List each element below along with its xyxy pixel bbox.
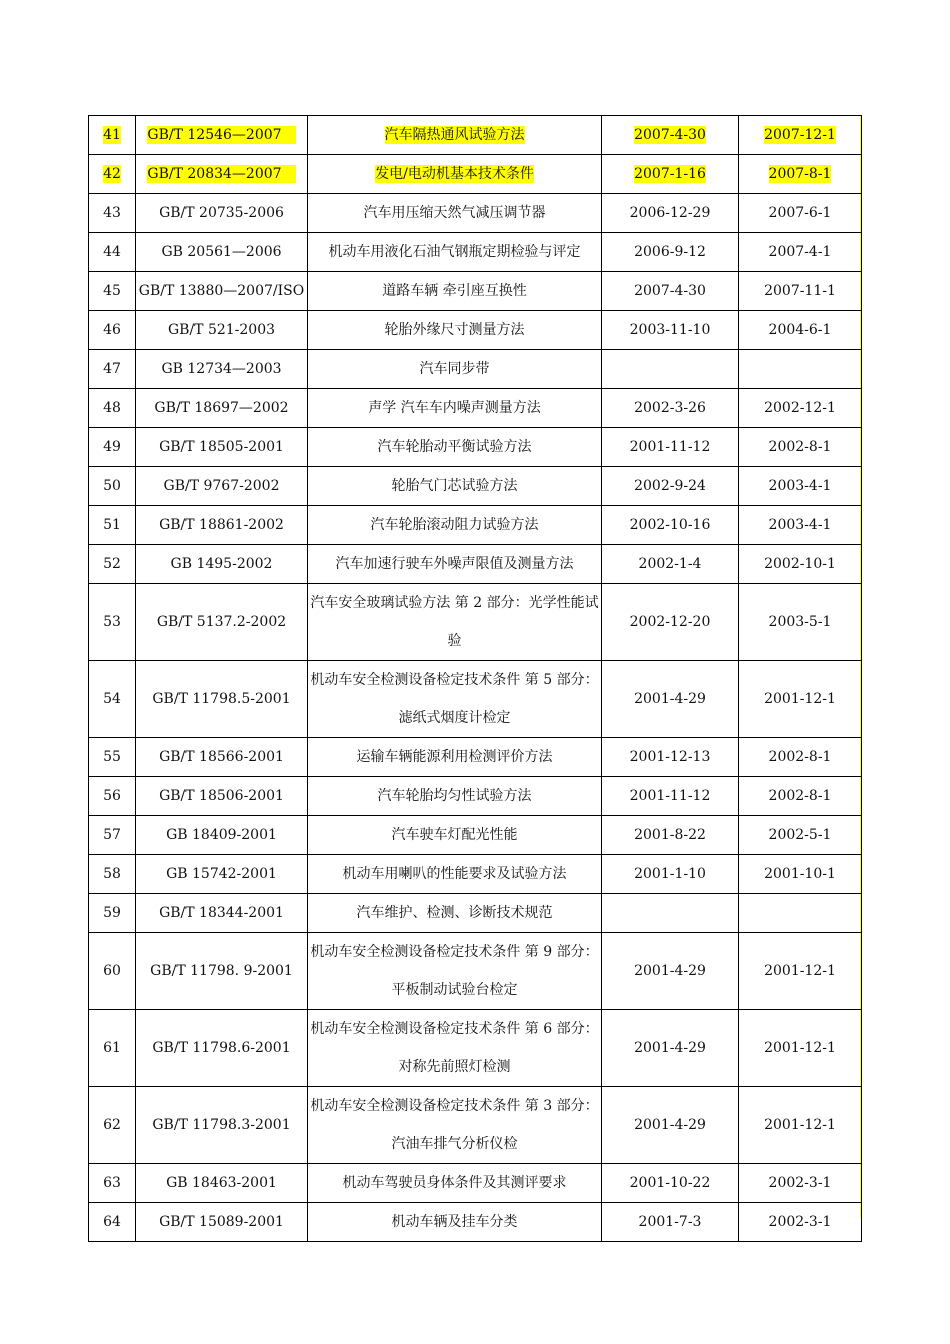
standard-name-cell [308, 584, 602, 661]
row-number-text: 50 [103, 478, 121, 494]
issue-date-text: 2001-8-22 [634, 827, 706, 843]
row-number-cell [89, 155, 136, 194]
row-number-text: 52 [103, 556, 121, 572]
standard-code-cell [136, 777, 308, 816]
table-row [89, 1203, 862, 1242]
standard-name-cell [308, 272, 602, 311]
standard-name-cell [308, 350, 602, 389]
standard-name-cell [308, 116, 602, 155]
effective-date-cell [739, 1087, 862, 1164]
issue-date-text: 2001-11-12 [629, 788, 711, 804]
row-number-cell [89, 350, 136, 389]
issue-date-text: 2007-4-30 [634, 283, 706, 299]
issue-date-text: 2006-9-12 [634, 244, 706, 260]
standard-code-cell [136, 272, 308, 311]
row-number-cell [89, 506, 136, 545]
standard-name-cell [308, 1010, 602, 1087]
standard-name-cell [308, 777, 602, 816]
row-number-text: 63 [103, 1175, 121, 1191]
issue-date-text: 2001-11-12 [629, 439, 711, 455]
issue-date-cell [602, 467, 739, 506]
row-number-cell [89, 1010, 136, 1087]
standard-name-text: 机动车用喇叭的性能要求及试验方法 [342, 866, 567, 882]
effective-date-text: 2007-8-1 [768, 166, 832, 182]
row-number-text: 62 [103, 1117, 121, 1133]
standard-name-text: 汽车用压缩天然气减压调节器 [363, 205, 546, 221]
table-row [89, 777, 862, 816]
standard-code-cell [136, 194, 308, 233]
row-number-text: 48 [103, 400, 121, 416]
effective-date-cell [739, 389, 862, 428]
standard-code-cell [136, 389, 308, 428]
issue-date-cell [602, 233, 739, 272]
row-number-cell [89, 738, 136, 777]
effective-date-cell [739, 428, 862, 467]
effective-date-text: 2007-6-1 [768, 205, 832, 221]
row-number-text: 49 [103, 439, 121, 455]
standard-name-cell [308, 233, 602, 272]
issue-date-text: 2002-3-26 [634, 400, 706, 416]
standard-name-text: 汽车安全玻璃试验方法 第 2 部分：光学性能试验 [310, 595, 599, 649]
standard-code-text: GB 18409-2001 [166, 827, 277, 843]
issue-date-cell [602, 389, 739, 428]
standard-name-text: 发电/电动机基本技术条件 [375, 166, 534, 182]
issue-date-cell [602, 777, 739, 816]
effective-date-cell [739, 894, 862, 933]
standard-name-cell [308, 194, 602, 233]
issue-date-cell [602, 1010, 739, 1087]
row-number-cell [89, 816, 136, 855]
table-row [89, 816, 862, 855]
row-number-text: 59 [103, 905, 121, 921]
standard-code-text: GB/T 18344-2001 [159, 905, 284, 921]
standard-code-text: GB/T 11798.3-2001 [152, 1117, 291, 1133]
table-row [89, 661, 862, 738]
issue-date-cell [602, 506, 739, 545]
row-number-cell [89, 389, 136, 428]
table-row [89, 389, 862, 428]
row-number-text: 47 [103, 361, 121, 377]
table-row [89, 894, 862, 933]
row-number-cell [89, 777, 136, 816]
row-number-cell [89, 855, 136, 894]
standard-code-cell [136, 816, 308, 855]
issue-date-cell [602, 933, 739, 1010]
issue-date-cell [602, 816, 739, 855]
standard-name-cell [308, 1164, 602, 1203]
row-number-cell [89, 1203, 136, 1242]
issue-date-cell [602, 584, 739, 661]
table-row [89, 467, 862, 506]
issue-date-text: 2006-12-29 [629, 205, 711, 221]
issue-date-text: 2001-7-3 [638, 1214, 702, 1230]
issue-date-cell [602, 894, 739, 933]
effective-date-text: 2007-4-1 [768, 244, 832, 260]
standard-code-text: GB/T 18697—2002 [154, 400, 289, 416]
issue-date-text: 2001-4-29 [634, 1117, 706, 1133]
row-number-cell [89, 311, 136, 350]
standard-code-text: GB 15742-2001 [166, 866, 277, 882]
standard-code-text: GB/T 20735-2006 [159, 205, 284, 221]
standard-code-text: GB/T 18506-2001 [159, 788, 284, 804]
standard-name-cell [308, 467, 602, 506]
effective-date-text: 2007-11-1 [764, 283, 836, 299]
effective-date-cell [739, 350, 862, 389]
standard-code-text: GB/T 18566-2001 [159, 749, 284, 765]
table-row [89, 311, 862, 350]
standard-name-text: 汽车驶车灯配光性能 [391, 827, 518, 843]
standard-code-cell [136, 894, 308, 933]
standard-name-text: 汽车轮胎滚动阻力试验方法 [370, 517, 539, 533]
standard-code-cell [136, 855, 308, 894]
issue-date-cell [602, 194, 739, 233]
standard-code-cell [136, 506, 308, 545]
standard-code-cell [136, 1203, 308, 1242]
standard-name-cell [308, 661, 602, 738]
standard-name-cell [308, 506, 602, 545]
effective-date-cell [739, 1203, 862, 1242]
standard-code-cell [136, 233, 308, 272]
row-number-text: 61 [103, 1040, 121, 1056]
issue-date-text: 2002-10-16 [629, 517, 711, 533]
standard-name-text: 机动车安全检测设备检定技术条件 第 5 部分：滤纸式烟度计检定 [310, 672, 599, 726]
issue-date-cell [602, 116, 739, 155]
table-row [89, 933, 862, 1010]
row-number-text: 56 [103, 788, 121, 804]
standard-name-text: 道路车辆 牵引座互换性 [382, 283, 527, 299]
effective-date-cell [739, 738, 862, 777]
table-row [89, 428, 862, 467]
effective-date-text: 2003-4-1 [768, 517, 832, 533]
standard-name-text: 汽车隔热通风试验方法 [384, 127, 525, 143]
issue-date-text: 2001-4-29 [634, 1040, 706, 1056]
effective-date-text: 2001-12-1 [764, 691, 836, 707]
issue-date-text: 2001-4-29 [634, 691, 706, 707]
standard-name-cell [308, 933, 602, 1010]
effective-date-cell [739, 194, 862, 233]
standard-code-text: GB/T 521-2003 [167, 322, 276, 338]
issue-date-text: 2001-4-29 [634, 963, 706, 979]
effective-date-cell [739, 467, 862, 506]
standard-code-cell [136, 155, 308, 194]
issue-date-text: 2001-10-22 [629, 1175, 711, 1191]
table-row [89, 194, 862, 233]
row-number-cell [89, 233, 136, 272]
row-number-text: 64 [103, 1214, 121, 1230]
issue-date-text: 2002-1-4 [638, 556, 702, 572]
effective-date-text: 2003-4-1 [768, 478, 832, 494]
standard-name-cell [308, 1087, 602, 1164]
row-number-cell [89, 933, 136, 1010]
effective-date-text: 2004-6-1 [768, 322, 832, 338]
standard-code-cell [136, 545, 308, 584]
effective-date-text: 2002-8-1 [768, 749, 832, 765]
effective-date-cell [739, 855, 862, 894]
standard-code-text: GB 1495-2002 [170, 556, 273, 572]
issue-date-cell [602, 272, 739, 311]
row-number-cell [89, 661, 136, 738]
standard-code-text: GB 20561—2006 [161, 244, 282, 260]
effective-date-text: 2003-5-1 [768, 614, 832, 630]
issue-date-text: 2002-9-24 [634, 478, 706, 494]
standard-name-text: 机动车驾驶员身体条件及其测评要求 [342, 1175, 567, 1191]
standards-sheet [88, 115, 862, 1242]
row-number-text: 53 [103, 614, 121, 630]
issue-date-cell [602, 545, 739, 584]
row-number-text: 51 [103, 517, 121, 533]
standard-name-text: 汽车轮胎动平衡试验方法 [377, 439, 532, 455]
standard-name-cell [308, 311, 602, 350]
standard-name-text: 汽车维护、检测、诊断技术规范 [356, 905, 553, 921]
row-number-text: 44 [103, 244, 121, 260]
issue-date-text: 2003-11-10 [629, 322, 711, 338]
effective-date-text: 2001-10-1 [764, 866, 836, 882]
issue-date-cell [602, 661, 739, 738]
effective-date-cell [739, 116, 862, 155]
row-number-text: 54 [103, 691, 121, 707]
issue-date-cell [602, 855, 739, 894]
standard-code-text: GB/T 18505-2001 [159, 439, 284, 455]
standards-table-body [89, 116, 862, 1242]
standard-name-text: 汽车同步带 [419, 361, 490, 377]
standard-code-text: GB/T 11798.5-2001 [152, 691, 291, 707]
standard-name-text: 机动车辆及挂车分类 [391, 1214, 518, 1230]
effective-date-cell [739, 661, 862, 738]
row-number-text: 58 [103, 866, 121, 882]
effective-date-cell [739, 933, 862, 1010]
standard-name-text: 机动车安全检测设备检定技术条件 第 3 部分：汽油车排气分析仪检 [310, 1098, 599, 1152]
standard-name-text: 汽车轮胎均匀性试验方法 [377, 788, 532, 804]
standard-code-cell [136, 1010, 308, 1087]
effective-date-cell [739, 1164, 862, 1203]
table-row [89, 738, 862, 777]
issue-date-cell [602, 311, 739, 350]
standard-name-text: 轮胎气门芯试验方法 [391, 478, 518, 494]
standard-code-text: GB/T 15089-2001 [159, 1214, 284, 1230]
standard-code-cell [136, 350, 308, 389]
standard-code-text: GB 18463-2001 [166, 1175, 277, 1191]
row-number-cell [89, 194, 136, 233]
standard-name-text: 声学 汽车车内噪声测量方法 [368, 400, 541, 416]
effective-date-cell [739, 584, 862, 661]
standard-name-cell [308, 894, 602, 933]
effective-date-text: 2002-8-1 [768, 439, 832, 455]
table-row [89, 506, 862, 545]
standard-name-cell [308, 545, 602, 584]
standard-code-cell [136, 116, 308, 155]
row-number-cell [89, 1087, 136, 1164]
standard-name-cell [308, 389, 602, 428]
row-number-text: 45 [103, 283, 121, 299]
table-row [89, 1010, 862, 1087]
standard-name-text: 运输车辆能源利用检测评价方法 [356, 749, 553, 765]
row-number-cell [89, 1164, 136, 1203]
row-number-cell [89, 428, 136, 467]
issue-date-text: 2001-12-13 [629, 749, 711, 765]
row-number-text: 41 [103, 127, 121, 143]
table-row [89, 584, 862, 661]
standard-code-text: GB/T 11798. 9-2001 [150, 963, 293, 979]
row-number-text: 60 [103, 963, 121, 979]
standard-name-text: 汽车加速行驶车外噪声限值及测量方法 [335, 556, 574, 572]
effective-date-cell [739, 1010, 862, 1087]
standard-name-text: 机动车安全检测设备检定技术条件 第 9 部分：平板制动试验台检定 [310, 944, 599, 998]
issue-date-cell [602, 1164, 739, 1203]
table-row [89, 155, 862, 194]
standard-name-cell [308, 428, 602, 467]
standard-code-cell [136, 311, 308, 350]
row-number-text: 43 [103, 205, 121, 221]
issue-date-text: 2002-12-20 [629, 614, 711, 630]
issue-date-text: 2007-4-30 [634, 127, 706, 143]
row-number-text: 42 [103, 166, 121, 182]
effective-date-text: 2001-12-1 [764, 1117, 836, 1133]
table-row [89, 545, 862, 584]
table-row [89, 350, 862, 389]
table-row [89, 116, 862, 155]
row-number-cell [89, 894, 136, 933]
effective-date-text: 2002-3-1 [768, 1214, 832, 1230]
standard-code-text: GB/T 12546—2007 [147, 126, 295, 144]
issue-date-text: 2001-1-10 [634, 866, 706, 882]
table-row [89, 233, 862, 272]
effective-date-cell [739, 816, 862, 855]
standard-code-text: GB/T 5137.2-2002 [156, 614, 287, 630]
effective-date-cell [739, 777, 862, 816]
effective-date-text: 2002-5-1 [768, 827, 832, 843]
standard-code-cell [136, 1164, 308, 1203]
standard-name-cell [308, 738, 602, 777]
standard-code-text: GB/T 18861-2002 [159, 517, 284, 533]
effective-date-cell [739, 233, 862, 272]
row-number-cell [89, 272, 136, 311]
standard-code-cell [136, 738, 308, 777]
issue-date-cell [602, 738, 739, 777]
issue-date-cell [602, 1203, 739, 1242]
issue-date-cell [602, 155, 739, 194]
standard-code-cell [136, 584, 308, 661]
effective-date-text: 2002-12-1 [764, 400, 836, 416]
standards-table [88, 115, 862, 1242]
standard-name-cell [308, 155, 602, 194]
row-number-cell [89, 584, 136, 661]
standard-code-cell [136, 933, 308, 1010]
standard-name-cell [308, 816, 602, 855]
standard-name-text: 机动车安全检测设备检定技术条件 第 6 部分：对称先前照灯检测 [310, 1021, 599, 1075]
standard-name-text: 轮胎外缘尺寸测量方法 [384, 322, 525, 338]
standard-name-cell [308, 1203, 602, 1242]
standard-code-text: GB/T 13880—2007/ISO [138, 283, 305, 299]
standard-name-text: 机动车用液化石油气钢瓶定期检验与评定 [328, 244, 581, 260]
standard-code-cell [136, 661, 308, 738]
standard-code-cell [136, 428, 308, 467]
issue-date-cell [602, 1087, 739, 1164]
standard-code-cell [136, 1087, 308, 1164]
effective-date-cell [739, 272, 862, 311]
standard-code-cell [136, 467, 308, 506]
issue-date-cell [602, 350, 739, 389]
table-row [89, 1087, 862, 1164]
standard-name-cell [308, 855, 602, 894]
table-row [89, 272, 862, 311]
issue-date-cell [602, 428, 739, 467]
row-number-text: 46 [103, 322, 121, 338]
effective-date-text: 2002-8-1 [768, 788, 832, 804]
row-number-cell [89, 545, 136, 584]
row-number-text: 57 [103, 827, 121, 843]
effective-date-text: 2002-3-1 [768, 1175, 832, 1191]
effective-date-text: 2001-12-1 [764, 1040, 836, 1056]
table-row [89, 855, 862, 894]
effective-date-cell [739, 506, 862, 545]
effective-date-cell [739, 545, 862, 584]
table-row [89, 1164, 862, 1203]
row-number-cell [89, 116, 136, 155]
row-number-cell [89, 467, 136, 506]
standard-code-text: GB 12734—2003 [161, 361, 282, 377]
standard-code-text: GB/T 20834—2007 [147, 165, 295, 183]
effective-date-text: 2001-12-1 [764, 963, 836, 979]
effective-date-text: 2002-10-1 [764, 556, 836, 572]
effective-date-text: 2007-12-1 [764, 127, 836, 143]
effective-date-cell [739, 155, 862, 194]
standard-code-text: GB/T 9767-2002 [163, 478, 280, 494]
issue-date-text: 2007-1-16 [634, 166, 706, 182]
standard-code-text: GB/T 11798.6-2001 [152, 1040, 291, 1056]
row-number-text: 55 [103, 749, 121, 765]
effective-date-cell [739, 311, 862, 350]
